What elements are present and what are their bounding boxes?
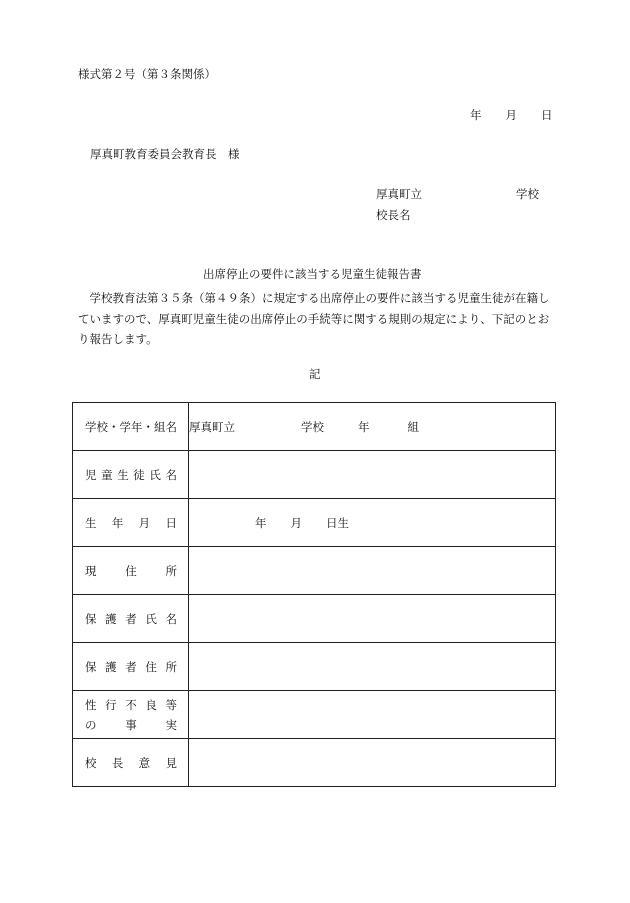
label-guardian-name: 保 護 者 氏 名 [73,595,189,643]
date-month-label: 月 [505,108,517,122]
principal-name-label: 校長名 [376,208,411,222]
label-guardian-address: 保 護 者 住 所 [73,643,189,691]
table-row-guardian-name [73,595,556,643]
table-row-principal-opinion [73,739,556,787]
document-body: 学校教育法第３５条（第４９条）に規定する出席停止の要件に該当する児童生徒が在籍していますので、厚真町児童生徒の出席停止の手続等に関する規則の規定により、下記のとおり報告します。 [78,291,550,346]
table-row-birthdate [73,499,556,547]
value-address[interactable] [189,547,556,595]
ki-heading: 記 [309,367,321,381]
label-address: 現 住 所 [73,547,189,595]
form-number: 様式第２号（第３条関係） [78,67,216,81]
table-row-misconduct [73,691,556,739]
label-student-name: 児 童 生 徒 氏 名 [73,451,189,499]
value-misconduct-facts[interactable] [189,691,556,739]
date-line [470,107,553,123]
label-principal-opinion: 校 長 意 見 [73,739,189,787]
table-row-address [73,547,556,595]
label-birthdate: 生 年 月 日 [73,499,189,547]
table-row-guardian-address [73,643,556,691]
report-table [72,402,556,787]
value-guardian-address[interactable] [189,643,556,691]
value-student-name[interactable] [189,451,556,499]
document-title: 出席停止の要件に該当する児童生徒報告書 [203,267,422,281]
table-row-school [73,403,556,451]
label-school-grade-class: 学校・学年・組名 [73,403,189,451]
table-row-student-name [73,451,556,499]
value-guardian-name[interactable] [189,595,556,643]
label-misconduct-facts: 性 行 不 良 等 の 事 実 [73,691,189,739]
school-suffix: 学校 [516,187,539,201]
addressee: 厚真町教育委員会教育長 様 [90,147,240,161]
value-school-grade-class[interactable]: 厚真町立 学校 年 組 [189,403,556,451]
sender-school-line [376,186,539,202]
value-birthdate[interactable]: 年 月 日生 [189,499,556,547]
school-prefix: 厚真町立 [376,187,422,201]
value-principal-opinion[interactable] [189,739,556,787]
date-year-label: 年 [470,108,482,122]
date-day-label: 日 [541,108,553,122]
